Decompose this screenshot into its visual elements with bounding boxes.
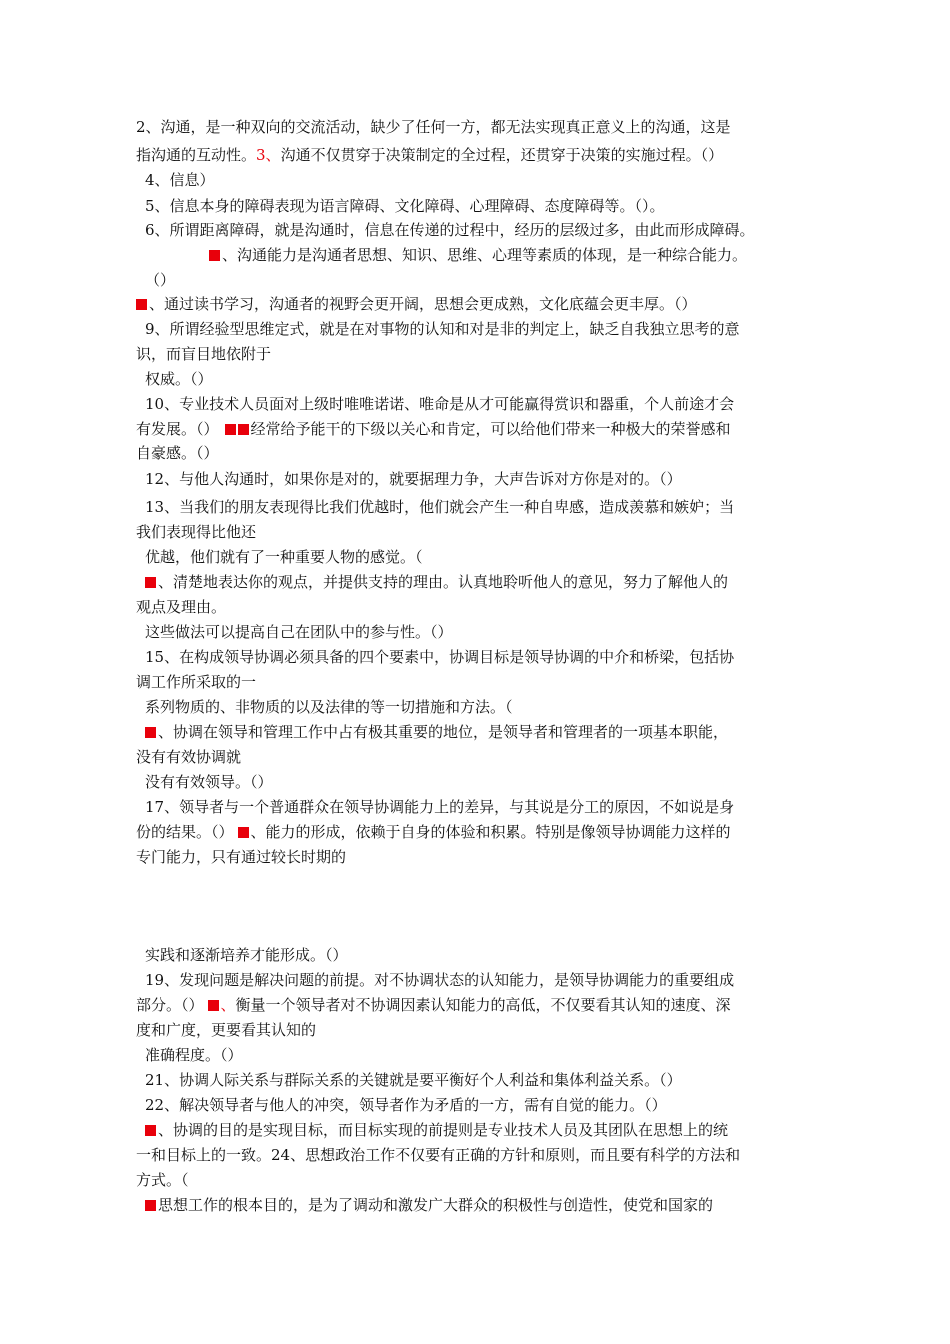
text-line: 部分。（） 、衡量一个领导者对不协调因素认知能力的高低，不仅要看其认知的速度、深 [136, 996, 731, 1014]
text-line: 5、信息本身的障碍表现为语言障碍、文化障碍、心理障碍、态度障碍等。（）。 [145, 197, 665, 215]
text-line: 指沟通的互动性。3、沟通不仅贯穿于决策制定的全过程，还贯穿于决策的实施过程。（） [136, 146, 724, 164]
red-square-icon [145, 1125, 156, 1136]
text-line: 22、解决领导者与他人的冲突，领导者作为矛盾的一方，需有自觉的能力。（） [145, 1096, 667, 1114]
text-line: 4、信息） [145, 171, 215, 189]
text-line: 15、在构成领导协调必须具备的四个要素中，协调目标是领导协调的中介和桥梁，包括协 [145, 648, 735, 666]
text-line: 观点及理由。 [136, 598, 227, 616]
red-square-icon [145, 1200, 156, 1211]
text-line: 、沟通能力是沟通者思想、知识、思维、心理等素质的体现，是一种综合能力。 [209, 245, 899, 265]
red-square-icon [225, 424, 236, 435]
text-line: 我们表现得比他还 [136, 523, 257, 541]
text-line: 10、专业技术人员面对上级时唯唯诺诺、唯命是从才可能赢得赏识和器重，个人前途才会 [145, 395, 735, 413]
red-square-icon [145, 727, 156, 738]
text-line: 6、所谓距离障碍，就是沟通时，信息在传递的过程中，经历的层级过多，由此而形成障碍。 [145, 221, 755, 239]
text-line: 2、沟通，是一种双向的交流活动，缺少了任何一方，都无法实现真正意义上的沟通，这是 [136, 118, 731, 136]
text-line: 21、协调人际关系与群际关系的关键就是要平衡好个人利益和集体利益关系。（） [145, 1071, 682, 1089]
text-line: 方式。（ [136, 1171, 189, 1189]
text-line: 19、发现问题是解决问题的前提。对不协调状态的认知能力，是领导协调能力的重要组成 [145, 971, 735, 989]
text-line: 思想工作的根本目的，是为了调动和激发广大群众的积极性与创造性，使党和国家的 [145, 1195, 835, 1215]
text-line: 、协调的目的是实现目标，而目标实现的前提则是专业技术人员及其团队在思想上的统 [145, 1120, 835, 1140]
text-line: （） [145, 271, 176, 289]
text-line: 实践和逐渐培养才能形成。（） [145, 946, 348, 964]
red-square-icon [238, 424, 249, 435]
text-line: 识，而盲目地依附于 [136, 345, 272, 363]
text-line: 、协调在领导和管理工作中占有极其重要的地位，是领导者和管理者的一项基本职能， [145, 722, 835, 742]
text-line: 、清楚地表达你的观点，并提供支持的理由。认真地聆听他人的意见，努力了解他人的 [145, 572, 835, 592]
text-line: 17、领导者与一个普通群众在领导协调能力上的差异，与其说是分工的原因，不如说是身 [145, 798, 735, 816]
text-line: 9、所谓经验型思维定式，就是在对事物的认知和对是非的判定上，缺乏自我独立思考的意 [145, 320, 740, 338]
text-line: 、通过读书学习，沟通者的视野会更开阔，思想会更成熟，文化底蕴会更丰厚。（） [136, 294, 826, 314]
red-square-icon [209, 250, 220, 261]
red-square-icon [136, 299, 147, 310]
text-line: 12、与他人沟通时，如果你是对的，就要据理力争，大声告诉对方你是对的。（） [145, 470, 682, 488]
text-line: 自豪感。（） [136, 444, 219, 462]
text-line: 专门能力，只有通过较长时期的 [136, 848, 347, 866]
text-line: 优越，他们就有了一种重要人物的感觉。（ [145, 548, 423, 566]
red-square-icon [208, 1000, 219, 1011]
red-square-icon [238, 827, 249, 838]
text-line: 权威。（） [145, 370, 213, 388]
text-line: 份的结果。（） 、能力的形成，依赖于自身的体验和积累。特别是像领导协调能力这样的 [136, 823, 731, 841]
text-line: 准确程度。（） [145, 1046, 243, 1064]
text-line: 13、当我们的朋友表现得比我们优越时，他们就会产生一种自卑感，造成羡慕和嫉妒；当 [145, 498, 735, 516]
text-line: 一和目标上的一致。24、思想政治工作不仅要有正确的方针和原则，而且要有科学的方法和 [136, 1146, 741, 1164]
text-line: 没有有效协调就 [136, 748, 242, 766]
text-line: 度和广度，更要看其认知的 [136, 1021, 317, 1039]
red-square-icon [145, 577, 156, 588]
text-line: 没有有效领导。（） [145, 773, 273, 791]
text-line: 系列物质的、非物质的以及法律的等一切措施和方法。（ [145, 698, 513, 716]
text-line: 调工作所采取的一 [136, 673, 257, 691]
text-line: 有发展。（） 经常给予能干的下级以关心和肯定，可以给他们带来一种极大的荣誉感和 [136, 420, 731, 438]
text-line: 这些做法可以提高自己在团队中的参与性。（） [145, 623, 453, 641]
